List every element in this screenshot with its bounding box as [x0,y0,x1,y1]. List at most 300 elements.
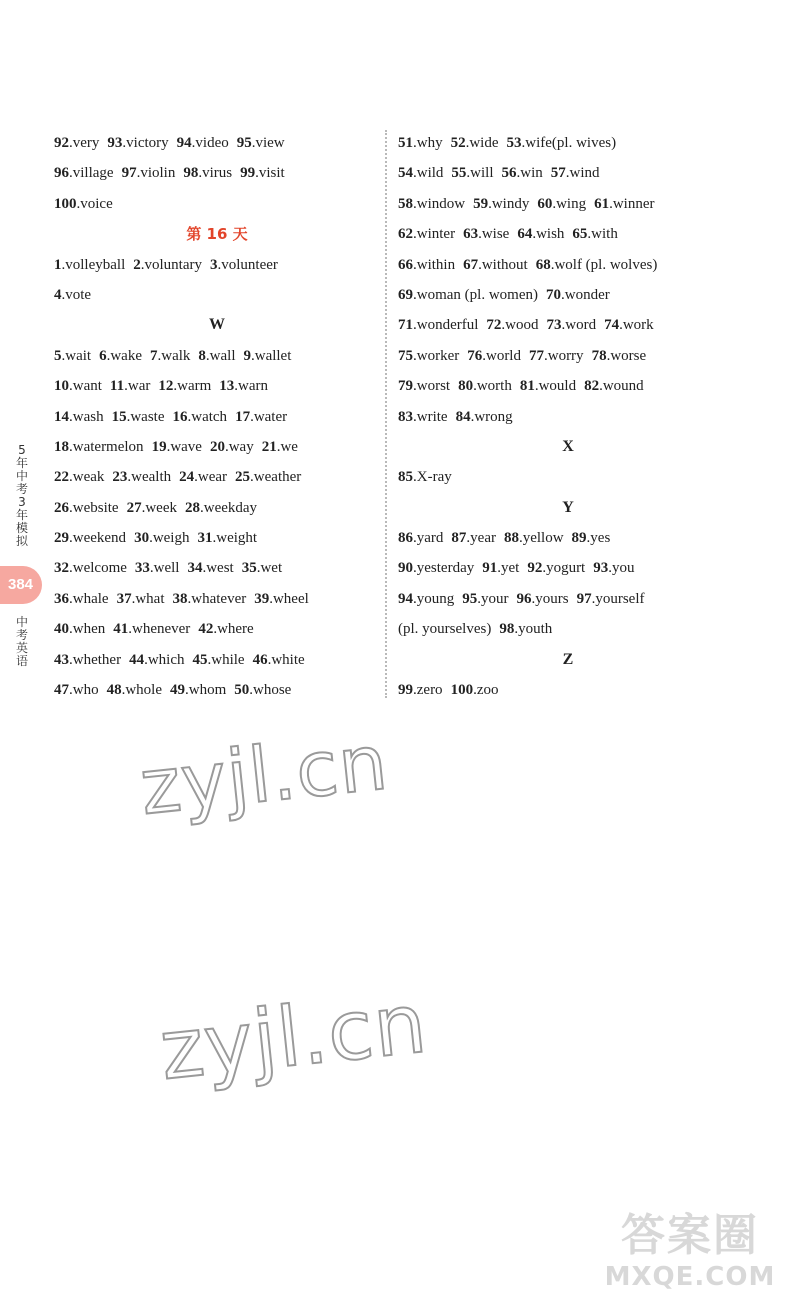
vocab-word: we [280,438,298,455]
vocab-word: week [145,499,177,516]
vocab-item: 74.work [604,317,654,334]
vocab-number: 60 [537,195,553,212]
vocab-word: worse [610,347,647,364]
vocab-line [54,645,380,675]
vocab-item: 27.week [126,499,177,516]
vocab-number: 66 [398,256,413,273]
vocab-line [398,584,738,614]
vocab-item: 5.wait [54,347,92,364]
vocab-number: 46 [252,651,268,668]
vocab-item: 47.who [54,682,99,699]
letter-heading [54,310,380,340]
vocab-item: 9.wallet [243,347,292,364]
vocab-item: 34.west [187,560,234,577]
vocab-number: 40 [54,621,69,638]
vocab-word: where [217,621,254,638]
vocab-line [54,189,380,219]
vocab-number: 100 [54,195,77,212]
vocab-number: 50 [234,682,250,699]
vocab-item: 23.wealth [112,469,172,486]
vocab-item: 12.warm [158,378,212,395]
vocab-item: 80.worth [458,378,512,395]
corner-logo-text: 答案圈 [621,1210,759,1261]
vocab-number: 47 [54,682,69,699]
vocab-number: 28 [184,499,200,516]
vocab-word: wood [505,317,539,334]
vocab-item: 21.we [261,438,298,455]
vocab-number: 100 [450,682,474,699]
vocab-word: wash [72,408,104,425]
vocab-item: 13.warn [219,378,269,395]
vocab-word: woman (pl. women) [416,286,538,303]
vocab-item: 89.yes [571,530,611,547]
vocab-word: yes [590,530,611,547]
vocab-number: 83 [398,408,413,425]
vocab-word: whenever [132,621,191,638]
vocab-item: 72.wood [486,317,539,334]
vocab-number: 92 [527,560,543,577]
vocab-item: 54.wild [398,165,444,182]
vocab-word: win [520,165,543,182]
vocab-number: 23 [112,469,128,486]
vocab-line [398,523,738,553]
vocab-word: well [153,560,180,577]
vocab-number: 10 [54,378,69,395]
vocab-item: 95.view [236,135,285,151]
vocab-line [398,614,738,644]
vocab-line [398,128,738,158]
vocab-item: 92.yogurt [527,560,586,577]
vocab-number: 92 [54,135,69,151]
corner-watermark-logo [600,1210,780,1296]
vocab-number: 88 [503,530,519,547]
vocab-number: 12 [158,378,174,395]
vocab-item: 50.whose [234,682,292,699]
vocab-number: 69 [398,286,413,303]
vocab-item: 59.windy [473,195,530,212]
vocab-item: 49.whom [170,682,227,699]
vocab-number: 1 [54,256,62,273]
vocab-item: 98.youth [499,621,553,638]
vocab-number: 44 [129,651,145,668]
vocab-word: whose [253,682,292,699]
vocab-word: weight [216,530,258,547]
vocab-item: 90.yesterday [398,560,475,577]
vocab-item: 58.window [398,195,466,212]
vocab-number: 53 [506,135,522,151]
vocab-line [398,462,738,492]
side-strip [0,440,44,710]
vocab-word: which [147,651,185,668]
vocab-item: 85.X-ray [398,469,452,486]
vocab-number: 80 [458,378,474,395]
vocab-item: 51.why [398,135,443,151]
vocab-number: 17 [235,408,251,425]
watermark-upper: zyjl.cn [136,717,393,832]
vocab-item: 63.wise [463,226,510,243]
vocab-item: 96.yours [516,590,569,607]
vocab-number: 81 [519,378,535,395]
vocab-number: 71 [398,317,413,334]
vocab-number: 14 [54,408,69,425]
vocab-word: year [470,530,496,547]
vocab-line [398,675,738,705]
vocab-item: 30.weigh [134,530,190,547]
vocab-line [54,493,380,523]
vocab-word: zoo [476,682,499,699]
vocab-item: 14.wash [54,408,104,425]
vocab-item: 93.victory [107,135,169,151]
vocab-word: view [255,135,285,151]
column-divider [385,130,387,698]
vocab-item: 48.whole [106,682,163,699]
vocab-line [398,250,738,280]
vocab-number: 51 [398,135,413,151]
vocab-number: 5 [54,347,62,364]
vocab-number: 7 [149,347,158,364]
vocab-word: whole [125,682,163,699]
vocab-word: video [195,135,229,151]
vocab-number: 68 [535,256,551,273]
vocab-number: 8 [198,347,206,364]
vocab-word: zero [416,682,443,699]
vocab-number: 93 [593,560,609,577]
vocab-number: 45 [192,651,208,668]
vocab-number: 95 [462,590,478,607]
vocab-word: wake [110,347,142,364]
vocab-word: whether [72,651,122,668]
vocab-number: 19 [151,438,167,455]
vocab-number: 30 [134,530,150,547]
vocab-item: 69.woman (pl. women) [398,286,538,303]
vocab-number: 48 [106,682,122,699]
vocab-number: 72 [486,317,502,334]
vocab-word: visit [258,165,285,182]
vocab-number: 9 [243,347,251,364]
vocab-line [54,250,380,280]
vocab-word: wing [556,195,587,212]
vocab-number: 22 [54,469,69,486]
vocab-item: 28.weekday [184,499,258,516]
vocab-word: want [72,378,102,395]
vocab-number: 96 [516,590,532,607]
vocab-line [54,523,380,553]
vocab-item: 46.white [252,651,305,668]
vocab-item: 68.wolf (pl. wolves) [535,256,658,273]
vocab-number: 78 [591,347,607,364]
vocab-number: 73 [546,317,562,334]
vocab-word: wife(pl. wives) [525,135,617,151]
vocab-word: youth [518,621,553,638]
vocab-number: 38 [172,590,188,607]
vocab-item: 7.walk [149,347,191,364]
vocab-item: 24.wear [179,469,228,486]
vocab-word: whale [72,590,109,607]
vocab-number: 29 [54,530,69,547]
vocab-number: 41 [113,621,129,638]
vocabulary-column-right [398,128,738,705]
vocab-number: 85 [398,469,413,486]
watermark-lower: zyjl.cn [155,976,432,1099]
vocab-word: with [591,226,618,243]
vocab-word: weigh [152,530,190,547]
vocab-item: 71.wonderful [398,317,479,334]
vocab-item: 99.visit [240,165,285,182]
vocab-item: 3.volunteer [210,256,278,273]
letter-heading-text: W [209,316,225,334]
vocab-word: write [416,408,448,425]
vocab-number: 91 [482,560,498,577]
letter-heading [398,645,738,675]
letter-heading-text: Y [562,498,574,516]
vocab-number: 62 [398,226,413,243]
vocab-number: 39 [254,590,270,607]
vocab-word: would [538,378,577,395]
vocab-word: worth [476,378,512,395]
vocab-line [398,371,738,401]
vocab-item: 97.yourself [576,590,645,607]
vocab-word: who [72,682,99,699]
vocab-item: 56.win [501,165,543,182]
vocab-item: 26.website [54,499,119,516]
vocab-item: 98.virus [183,165,233,182]
vocab-number: 99 [398,682,413,699]
vocab-number: 52 [450,135,466,151]
vocab-item: 96.village [54,165,114,182]
vocab-number: 43 [54,651,69,668]
vocab-word: yogurt [546,560,586,577]
vocab-item: 97.violin [121,165,176,182]
vocab-number: 37 [116,590,132,607]
vocab-word: war [127,378,151,395]
vocab-number: 74 [604,317,620,334]
vocab-word: (pl. yourselves) [398,621,492,638]
vocab-word: worst [416,378,451,395]
vocab-item: 78.worse [591,347,647,364]
vocab-item: 8.wall [198,347,236,364]
vocab-item: 93.you [593,560,635,577]
vocab-number: 32 [54,560,69,577]
vocab-word: wear [197,469,228,486]
vocab-line [54,371,380,401]
vocab-word: while [211,651,245,668]
letter-heading-text: X [562,437,574,455]
vocab-line [54,614,380,644]
book-series-label: 5年中考3年模拟 [15,443,28,548]
vocab-word: warn [238,378,269,395]
vocab-number: 15 [111,408,127,425]
vocab-item: 86.yard [398,530,444,547]
vocab-number: 99 [240,165,256,182]
vocab-item: 70.wonder [545,286,610,303]
vocab-word: wall [209,347,236,364]
vocab-number: 82 [584,378,600,395]
vocab-word: word [565,317,597,334]
vocab-item: 38.whatever [172,590,247,607]
vocab-word: will [470,165,494,182]
vocab-item: 66.within [398,256,456,273]
vocab-item: 16.watch [172,408,228,425]
vocab-item: 25.weather [235,469,302,486]
vocab-number: 79 [398,378,413,395]
vocab-word: whom [188,682,227,699]
vocab-item: 73.word [546,317,597,334]
vocab-number: 97 [576,590,592,607]
vocab-word: watch [191,408,228,425]
vocab-item: 99.zero [398,682,443,699]
vocab-item: 77.worry [528,347,584,364]
vocab-word: water [253,408,288,425]
vocab-item: 41.whenever [113,621,191,638]
vocab-number: 96 [54,165,69,182]
vocab-number: 63 [463,226,479,243]
vocab-line [398,310,738,340]
vocab-item: 4.vote [54,286,92,303]
vocab-item: 61.winner [594,195,655,212]
vocab-line [54,584,380,614]
vocab-number: 94 [176,135,192,151]
vocab-item: 95.your [462,590,509,607]
vocab-number: 84 [455,408,471,425]
vocab-line [398,280,738,310]
vocab-number: 77 [528,347,544,364]
vocab-item: 67.without [463,256,528,273]
vocab-number: 18 [54,438,69,455]
vocab-item: 81.would [519,378,577,395]
vocab-number: 65 [572,226,588,243]
vocab-word: wet [260,560,283,577]
vocab-word: violin [140,165,176,182]
vocab-word: weekend [72,530,127,547]
vocab-word: voluntary [144,256,202,273]
vocab-item: 60.wing [537,195,587,212]
vocab-item: 31.weight [197,530,258,547]
vocab-item: 19.wave [151,438,202,455]
vocab-item: 87.year [451,530,496,547]
vocab-line [398,158,738,188]
vocab-item: 32.welcome [54,560,127,577]
vocab-line [54,280,380,310]
vocab-line [398,219,738,249]
vocab-number: 3 [210,256,218,273]
vocab-item: 88.yellow [503,530,564,547]
vocab-item: 40.when [54,621,106,638]
vocab-line [54,553,380,583]
vocab-word: wound [602,378,644,395]
vocab-word: website [72,499,119,516]
vocab-number: 57 [550,165,566,182]
vocab-word: victory [126,135,169,151]
vocab-word: wonder [564,286,610,303]
vocab-item: 52.wide [450,135,499,151]
vocab-word: X-ray [416,469,452,486]
vocab-number: 95 [236,135,252,151]
vocab-word: window [416,195,466,212]
vocab-number: 93 [107,135,123,151]
vocab-word: wrong [474,408,513,425]
vocab-item: 6.wake [99,347,142,364]
vocab-number: 89 [571,530,587,547]
vocab-line [54,462,380,492]
vocab-number: 61 [594,195,610,212]
vocab-word: world [485,347,521,364]
vocab-number: 87 [451,530,467,547]
vocab-word: village [72,165,114,182]
vocab-word: very [72,135,100,151]
vocab-number: 54 [398,165,413,182]
vocab-item [398,621,491,637]
vocab-word: why [416,135,443,151]
vocab-item: 37.what [116,590,165,607]
vocab-item: 92.very [54,135,100,151]
vocab-word: way [228,438,254,455]
vocab-item: 22.weak [54,469,105,486]
vocab-number: 86 [398,530,413,547]
vocab-number: 36 [54,590,69,607]
vocab-item: 84.wrong [455,408,513,425]
vocab-item: 75.worker [398,347,460,364]
vocab-number: 75 [398,347,413,364]
vocab-word: volleyball [65,256,126,273]
vocab-item: 42.where [198,621,254,638]
subject-label: 中考英语 [15,615,28,668]
vocab-word: wealth [131,469,172,486]
vocab-word: when [72,621,106,638]
vocab-item: 82.wound [584,378,644,395]
vocab-item: 94.video [176,135,229,151]
vocab-item: 2.voluntary [133,256,202,273]
vocab-item: 76.world [467,347,521,364]
vocab-word: yard [416,530,444,547]
vocab-number: 33 [134,560,150,577]
vocab-item: 83.write [398,408,448,425]
page-number-badge: 384 [0,566,42,604]
vocab-number: 59 [473,195,489,212]
vocab-word: walk [161,347,191,364]
vocab-line [54,402,380,432]
vocab-word: yourself [595,590,645,607]
vocab-word: work [622,317,654,334]
vocab-item: 10.want [54,378,102,395]
vocab-item: 62.winter [398,226,456,243]
vocab-number: 16 [172,408,188,425]
vocab-item: 15.waste [111,408,165,425]
vocab-item: 11.war [109,378,151,395]
vocab-word: yours [535,590,569,607]
vocab-line [54,432,380,462]
vocab-number: 21 [261,438,277,455]
vocab-word: virus [202,165,233,182]
vocab-item: 100.zoo [450,682,499,699]
vocab-word: wait [65,347,92,364]
vocab-word: young [416,590,455,607]
vocab-item: 64.wish [517,226,565,243]
vocab-number: 58 [398,195,413,212]
vocab-word: winter [416,226,456,243]
vocab-number: 56 [501,165,517,182]
vocab-item: 57.wind [550,165,600,182]
vocab-number: 24 [179,469,195,486]
vocab-number: 76 [467,347,483,364]
vocab-number: 27 [126,499,142,516]
vocab-item: 29.weekend [54,530,127,547]
vocab-line [398,402,738,432]
vocab-word: worker [416,347,460,364]
vocab-word: wind [569,165,600,182]
vocab-item: 94.young [398,590,455,607]
vocab-word: watermelon [72,438,144,455]
vocab-number: 13 [219,378,235,395]
